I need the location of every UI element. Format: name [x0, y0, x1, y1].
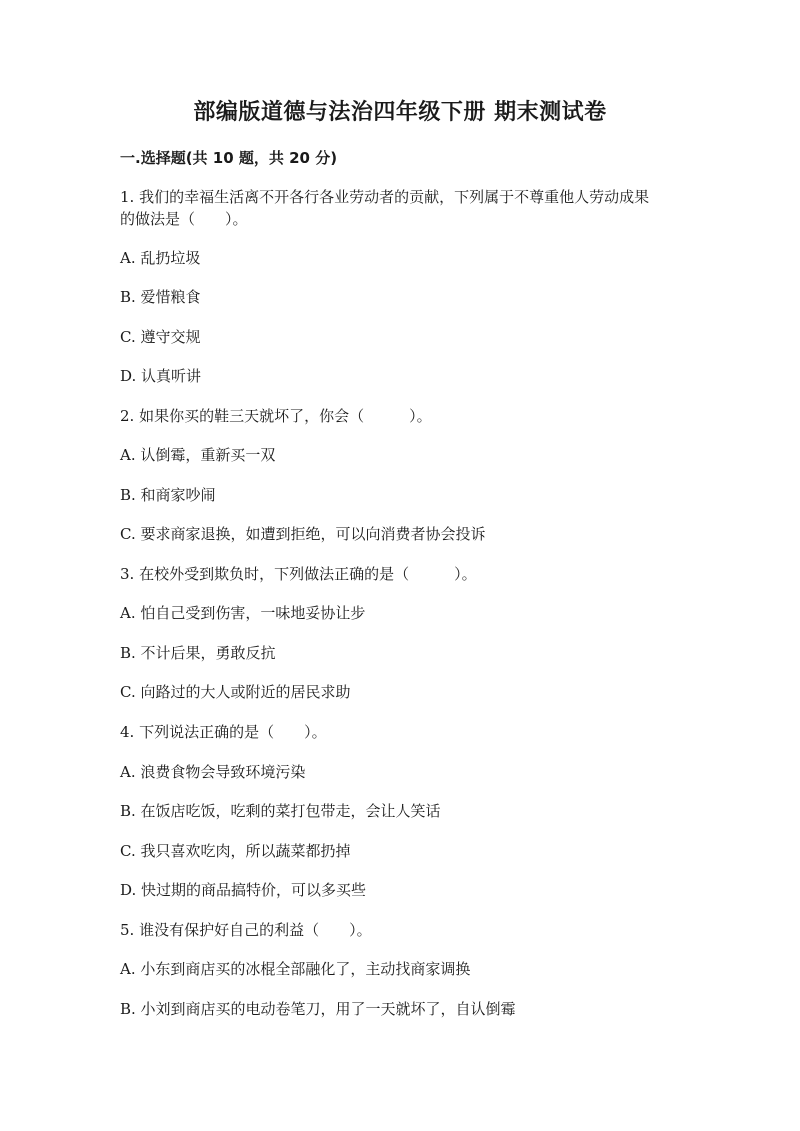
option-3a: A. 怕自己受到伤害，一味地妥协让步: [120, 604, 366, 622]
option-3c: C. 向路过的大人或附近的居民求助: [120, 683, 351, 701]
option-1a: A. 乱扔垃圾: [120, 249, 201, 267]
question-stem-2: 2. 如果你买的鞋三天就坏了，你会（ ）。: [120, 407, 432, 425]
option-4d: D. 快过期的商品搞特价，可以多买些: [120, 881, 367, 899]
question-stem-4: 4. 下列说法正确的是（ ）。: [120, 723, 327, 741]
question-stem-3: 3. 在校外受到欺负时，下列做法正确的是（ ）。: [120, 565, 477, 583]
option-4c: C. 我只喜欢吃肉，所以蔬菜都扔掉: [120, 842, 351, 860]
option-3b: B. 不计后果，勇敢反抗: [120, 644, 276, 662]
option-4b: B. 在饭店吃饭，吃剩的菜打包带走，会让人笑话: [120, 802, 441, 820]
option-2c: C. 要求商家退换，如遭到拒绝，可以向消费者协会投诉: [120, 525, 486, 543]
section-heading: 一.选择题(共 10 题，共 20 分): [120, 149, 338, 167]
option-5a: A. 小东到商店买的冰棍全部融化了，主动找商家调换: [120, 960, 471, 978]
option-5b: B. 小刘到商店买的电动卷笔刀，用了一天就坏了，自认倒霉: [120, 1000, 516, 1018]
question-stem-1: 1. 我们的幸福生活离不开各行各业劳动者的贡献，下列属于不尊重他人劳动成果的做法是（ ）。: [120, 188, 650, 228]
option-2b: B. 和商家吵闹: [120, 486, 216, 504]
option-1b: B. 爱惜粮食: [120, 288, 201, 306]
question-stem-5: 5. 谁没有保护好自己的利益（ ）。: [120, 921, 372, 939]
option-1c: C. 遵守交规: [120, 328, 201, 346]
option-2a: A. 认倒霉，重新买一双: [120, 446, 276, 464]
option-4a: A. 浪费食物会导致环境污染: [120, 763, 306, 781]
option-1d: D. 认真听讲: [120, 367, 202, 385]
page-title: 部编版道德与法治四年级下册 期末测试卷: [193, 100, 607, 125]
